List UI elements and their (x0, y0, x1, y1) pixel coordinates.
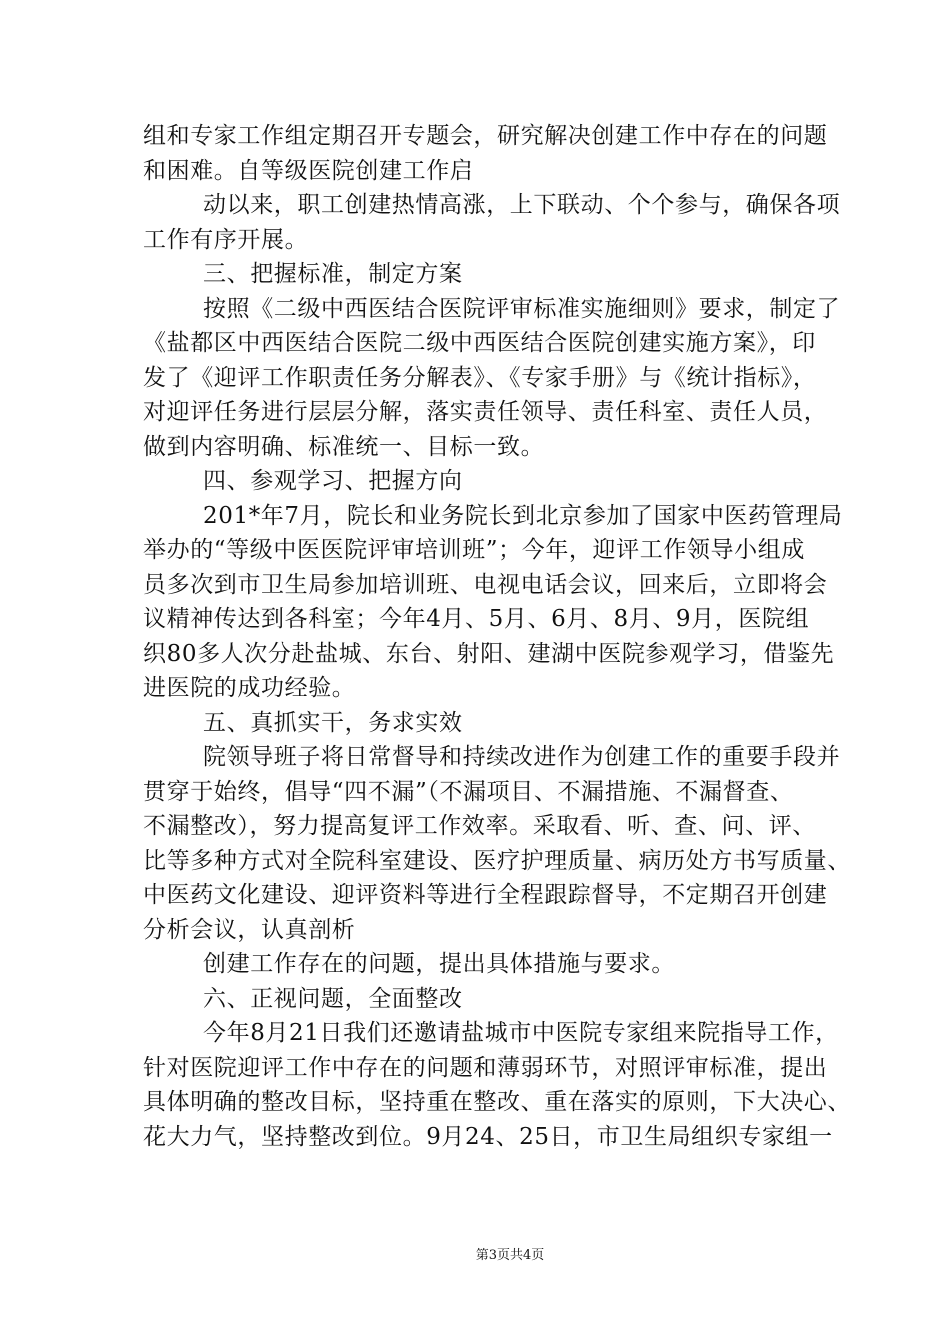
body-text (143, 119, 851, 1154)
text-line: 按照《二级中西医结合医院评审标准实施细则》要求，制定了 (203, 295, 841, 322)
text-line: 织80多人次分赴盐城、东台、射阳、建湖中医院参观学习，借鉴先 (143, 640, 835, 667)
text-line: 工作有序开展。 (143, 226, 309, 253)
text-line: 做到内容明确、标准统一、目标一致。 (143, 433, 545, 460)
text-line: 三、把握标准，制定方案 (203, 261, 463, 287)
text-line: 对迎评任务进行层层分解，落实责任领导、责任科室、责任人员， (143, 399, 828, 425)
page-number: 第3页共4页 (475, 1248, 545, 1263)
text-line: 今年8月21日我们还邀请盐城市中医院专家组来院指导工作， (203, 1020, 839, 1046)
text-line: 进医院的成功经验。 (143, 675, 356, 701)
text-line: 六、正视问题，全面整改 (203, 985, 463, 1012)
text-line: 和困难。自等级医院创建工作启 (143, 157, 474, 184)
text-line: 四、参观学习、把握方向 (203, 468, 463, 494)
text-line: 分析会议，认真剖析 (143, 916, 356, 943)
text-line: 员多次到市卫生局参加培训班、电视电话会议，回来后，立即将会 (143, 571, 828, 598)
text-line: 不漏整改），努力提高复评工作效率。采取看、听、查、问、评、 (143, 813, 816, 839)
text-line: 中医药文化建设、迎评资料等进行全程跟踪督导，不定期召开创建 (143, 882, 828, 908)
text-line: 创建工作存在的问题，提出具体措施与要求。 (203, 951, 675, 977)
text-line: 五、真抓实干，务求实效 (203, 709, 463, 736)
text-line: 具体明确的整改目标，坚持重在整改、重在落实的原则，下大决心、 (143, 1089, 851, 1115)
text-line: 发了《迎评工作职责任务分解表》、《专家手册》与《统计指标》， (143, 364, 817, 391)
text-line: 《盐都区中西医结合医院二级中西医结合医院创建实施方案》，印 (143, 330, 816, 356)
text-line: 组和专家工作组定期召开专题会，研究解决创建工作中存在的问题 (143, 123, 828, 149)
text-line: 比等多种方式对全院科室建设、医疗护理质量、病历处方书写质量、 (143, 847, 851, 874)
text-line: 贯穿于始终，倡导“四不漏”（不漏项目、不漏措施、不漏督查、 (143, 778, 794, 805)
text-line: 花大力气，坚持整改到位。9月24、25日，市卫生局组织专家组一 (143, 1123, 833, 1150)
text-line: 议精神传达到各科室；今年4月、5月、6月、8月、9月，医院组 (143, 606, 810, 632)
text-line: 201*年7月，院长和业务院长到北京参加了国家中医药管理局 (203, 502, 843, 529)
text-line: 举办的“等级中医医院评审培训班”；今年，迎评工作领导小组成 (143, 537, 805, 563)
text-line: 院领导班子将日常督导和持续改进作为创建工作的重要手段并 (203, 744, 841, 770)
text-line: 动以来，职工创建热情高涨，上下联动、个个参与，确保各项 (203, 192, 841, 218)
text-line: 针对医院迎评工作中存在的问题和薄弱环节，对照评审标准，提出 (143, 1054, 828, 1081)
